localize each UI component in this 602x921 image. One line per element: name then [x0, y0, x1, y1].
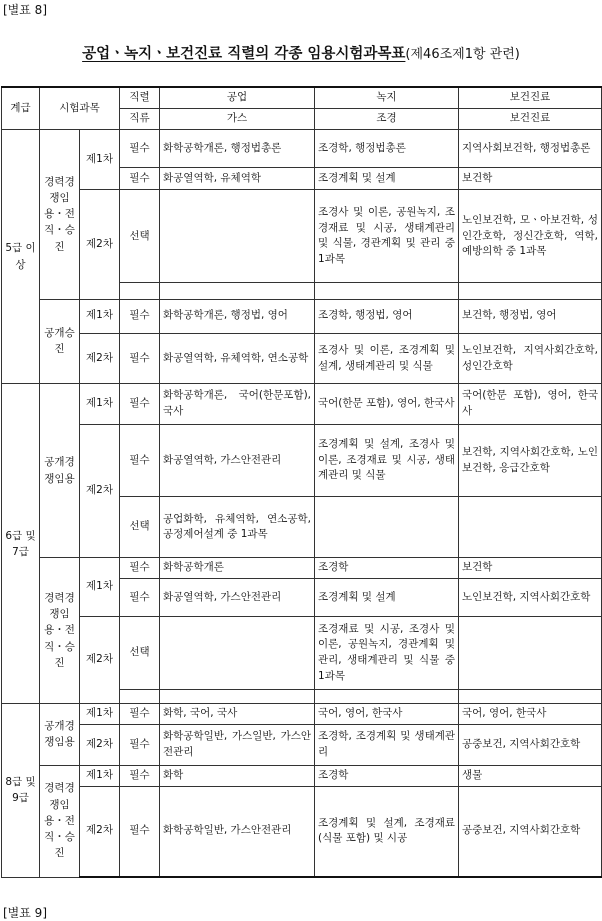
- cell-health: 국어, 영어, 한국사: [459, 704, 602, 725]
- cell-greenery: 조경학, 행정법, 영어: [315, 299, 459, 333]
- type-blank: [120, 690, 160, 704]
- g5-open-first: 제1차: [80, 299, 120, 333]
- cell-industry: 화공열역학, 가스안전관리: [160, 579, 315, 617]
- table-row: [2, 725, 602, 765]
- cell-greenery: 조경계획 및 설계, 조경사 및 이론, 조경재료 및 시공, 생태계관리 및 식물: [315, 424, 459, 497]
- type-required: 필수: [120, 786, 160, 877]
- g89-open-type: 공개경쟁임용: [40, 704, 80, 765]
- grade-5-above: 5급 이상: [2, 129, 40, 383]
- g67-open-first: 제1차: [80, 384, 120, 424]
- g67-career-first: 제1차: [80, 558, 120, 617]
- cell-health: 보건학: [459, 168, 602, 190]
- g5-career-type: 경력경쟁임용・전직・승진: [40, 129, 80, 299]
- cell-greenery: 조경계획 및 설계, 조경재료(식물 포함) 및 시공: [315, 786, 459, 877]
- cell-industry: 화학공학일반, 가스일반, 가스안전관리: [160, 725, 315, 765]
- type-required: 필수: [120, 299, 160, 333]
- g67-open-second: 제2차: [80, 424, 120, 557]
- cell-greenery: 조경학, 행정법총론: [315, 129, 459, 167]
- annex-label-9: [별표 9]: [3, 906, 47, 920]
- cell-industry: 화학공학개론, 행정법총론: [160, 129, 315, 167]
- cell-greenery: [315, 497, 459, 558]
- cell-industry: 화공열역학, 유체역학, 연소공학: [160, 333, 315, 383]
- table-row: [2, 190, 602, 283]
- table-row: [2, 558, 602, 579]
- g67-career-second: 제2차: [80, 617, 120, 704]
- header-grade: 계급: [2, 87, 40, 129]
- header-class-landscape: 조경: [315, 108, 459, 129]
- type-required: 필수: [120, 579, 160, 617]
- type-elective: 선택: [120, 190, 160, 283]
- g89-career-second: 제2차: [80, 786, 120, 877]
- header-series-health: 보건진료: [459, 87, 602, 108]
- cell-health: 노인보건학, 모ㆍ아보건학, 성인간호학, 정신간호학, 역학, 예방의학 중 1과목: [459, 190, 602, 283]
- type-elective: 선택: [120, 617, 160, 690]
- cell-health: 보건학, 지역사회간호학, 노인보건학, 응급간호학: [459, 424, 602, 497]
- grade-8-9: 8급 및 9급: [2, 704, 40, 877]
- header-class-label: 직류: [120, 108, 160, 129]
- table-row: [2, 299, 602, 333]
- cell-greenery: 국어, 영어, 한국사: [315, 704, 459, 725]
- header-series-label: 직렬: [120, 87, 160, 108]
- cell-health: 노인보건학, 지역사회간호학: [459, 579, 602, 617]
- cell-industry: [160, 190, 315, 283]
- type-required: 필수: [120, 725, 160, 765]
- header-class-health: 보건진료: [459, 108, 602, 129]
- cell-health: [459, 497, 602, 558]
- cell-health: 공중보건, 지역사회간호학: [459, 786, 602, 877]
- cell-industry: [160, 617, 315, 690]
- header-series-greenery: 녹지: [315, 87, 459, 108]
- cell-health: 생물: [459, 765, 602, 786]
- g5-career-first: 제1차: [80, 129, 120, 190]
- type-required: 필수: [120, 129, 160, 167]
- type-required: 필수: [120, 704, 160, 725]
- cell-greenery: 조경계획 및 설계: [315, 579, 459, 617]
- annex-label-8: [별표 8]: [3, 3, 47, 17]
- cell-greenery: 조경사 및 이론, 공원녹지, 조경재료 및 시공, 생태계관리 및 식물, 경관계획 및 관리 중 1과목: [315, 190, 459, 283]
- cell-industry: 화학공학개론: [160, 558, 315, 579]
- cell-health: 국어(한문 포함), 영어, 한국사: [459, 384, 602, 424]
- cell-health: [459, 283, 602, 299]
- cell-greenery: 국어(한문 포함), 영어, 한국사: [315, 384, 459, 424]
- title-reference: (제46조제1항 관련): [405, 47, 520, 62]
- cell-health: [459, 690, 602, 704]
- cell-industry: 화공열역학, 유체역학: [160, 168, 315, 190]
- g5-open-type: 공개승진: [40, 299, 80, 384]
- g5-career-second: 제2차: [80, 190, 120, 299]
- type-required: 필수: [120, 765, 160, 786]
- cell-greenery: 조경학: [315, 765, 459, 786]
- header-row-series: [2, 87, 602, 108]
- type-elective: 선택: [120, 497, 160, 558]
- cell-industry: 화학, 국어, 국사: [160, 704, 315, 725]
- header-exam-subjects: 시험과목: [40, 87, 120, 129]
- cell-greenery: 조경학, 조경계획 및 생태계관리: [315, 725, 459, 765]
- table-row: [2, 617, 602, 690]
- cell-industry: 화학공학개론, 행정법, 영어: [160, 299, 315, 333]
- cell-health: [459, 617, 602, 690]
- table-row: [2, 129, 602, 167]
- g67-career-type: 경력경쟁임용・전직・승진: [40, 558, 80, 704]
- table-row: [2, 384, 602, 424]
- cell-health: 공중보건, 지역사회간호학: [459, 725, 602, 765]
- type-required: 필수: [120, 168, 160, 190]
- type-required: 필수: [120, 384, 160, 424]
- cell-health: 지역사회보건학, 행정법총론: [459, 129, 602, 167]
- cell-greenery: 조경재료 및 시공, 조경사 및 이론, 공원녹지, 경관계획 및 관리, 생태계관리 및 식물 중 1과목: [315, 617, 459, 690]
- cell-health: 보건학, 행정법, 영어: [459, 299, 602, 333]
- g89-open-second: 제2차: [80, 725, 120, 765]
- table-row: [2, 704, 602, 725]
- table-row: [2, 333, 602, 383]
- type-required: 필수: [120, 558, 160, 579]
- header-series-industry: 공업: [160, 87, 315, 108]
- g5-open-second: 제2차: [80, 333, 120, 383]
- type-blank: [120, 283, 160, 299]
- table-row: [2, 765, 602, 786]
- grade-6-7: 6급 및 7급: [2, 384, 40, 704]
- cell-greenery: [315, 690, 459, 704]
- g89-open-first: 제1차: [80, 704, 120, 725]
- cell-health: 노인보건학, 지역사회간호학, 성인간호학: [459, 333, 602, 383]
- title-main: 공업ㆍ녹지ㆍ보건진료 직렬의 각종 임용시험과목표: [82, 46, 406, 62]
- cell-greenery: 조경학: [315, 558, 459, 579]
- cell-greenery: 조경계획 및 설계: [315, 168, 459, 190]
- cell-health: 보건학: [459, 558, 602, 579]
- exam-subjects-table: [1, 86, 602, 878]
- cell-industry: [160, 283, 315, 299]
- g89-career-first: 제1차: [80, 765, 120, 786]
- cell-industry: 화공열역학, 가스안전관리: [160, 424, 315, 497]
- cell-industry: 화학: [160, 765, 315, 786]
- g89-career-type: 경력경쟁임용・전직・승진: [40, 765, 80, 877]
- table-row: [2, 424, 602, 497]
- table-row: [2, 786, 602, 877]
- g67-open-type: 공개경쟁임용: [40, 384, 80, 558]
- type-required: 필수: [120, 333, 160, 383]
- type-required: 필수: [120, 424, 160, 497]
- cell-industry: 공업화학, 유체역학, 연소공학, 공정제어설계 중 1과목: [160, 497, 315, 558]
- cell-greenery: 조경사 및 이론, 조경계획 및 설계, 생태계관리 및 식물: [315, 333, 459, 383]
- header-class-gas: 가스: [160, 108, 315, 129]
- cell-industry: 화학공학개론, 국어(한문포함), 국사: [160, 384, 315, 424]
- cell-industry: 화학공학일반, 가스안전관리: [160, 786, 315, 877]
- cell-industry: [160, 690, 315, 704]
- page-title: [0, 42, 602, 63]
- cell-greenery: [315, 283, 459, 299]
